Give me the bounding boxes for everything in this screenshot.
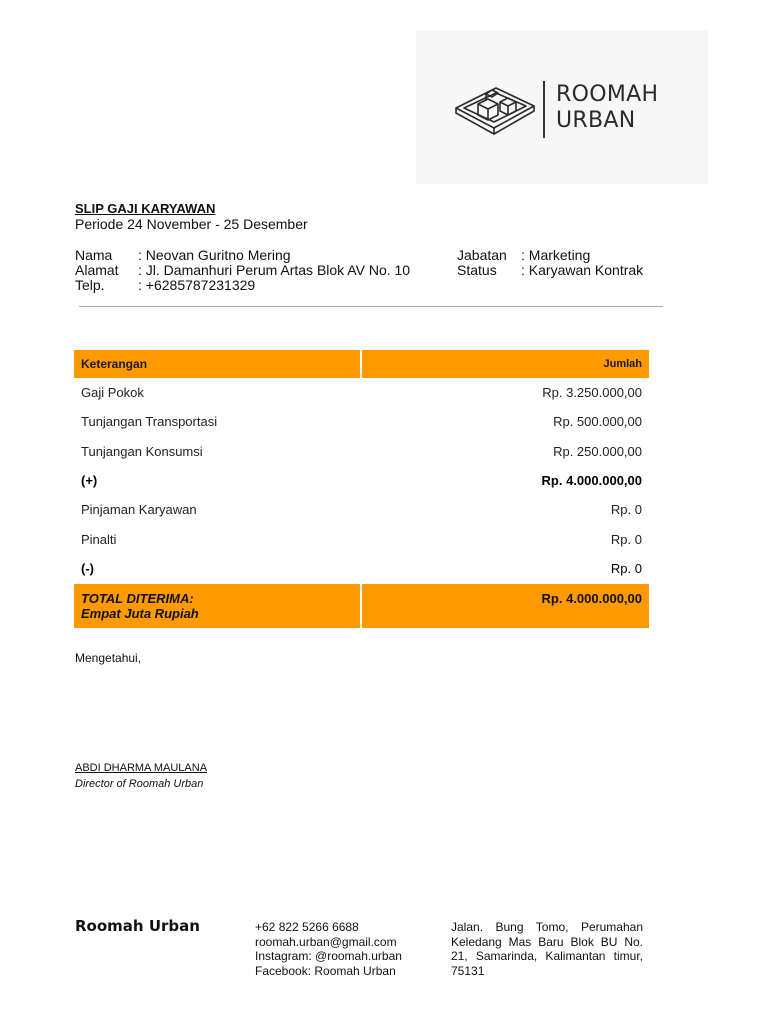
row-amount: Rp. 0 xyxy=(610,502,642,518)
row-amount: Rp. 500.000,00 xyxy=(553,414,642,430)
isometric-house-icon xyxy=(454,82,536,136)
row-label: Tunjangan Transportasi xyxy=(81,414,218,430)
row-amount: Rp. 4.000.000,00 xyxy=(541,473,642,489)
table-row xyxy=(74,437,649,466)
subtotal-plus-row xyxy=(74,466,649,495)
address-value: : Jl. Damanhuri Perum Artas Blok AV No. 10 xyxy=(138,262,411,278)
phone-label: Telp. xyxy=(75,277,105,293)
logo-line-1: ROOMAH xyxy=(556,82,659,107)
footer-brand: Roomah Urban xyxy=(75,917,200,935)
employee-name-row xyxy=(75,248,291,263)
footer-facebook: Facebook: Roomah Urban xyxy=(255,963,396,978)
status-label: Status xyxy=(457,262,497,278)
table-header xyxy=(74,350,649,378)
row-label: (-) xyxy=(81,560,94,576)
logo-line-2: URBAN xyxy=(556,108,636,133)
row-amount: Rp. 0 xyxy=(610,560,642,576)
phone-value: : +6285787231329 xyxy=(138,277,256,293)
total-row xyxy=(74,584,649,628)
employee-address-row xyxy=(75,263,410,278)
row-label: Tunjangan Konsumsi xyxy=(81,443,203,459)
address-label: Alamat xyxy=(75,262,119,278)
position-label: Jabatan xyxy=(457,247,507,263)
signatory-role: Director of Roomah Urban xyxy=(75,778,204,790)
table-row xyxy=(74,407,649,436)
divider-line xyxy=(79,306,663,307)
header-description: Keterangan xyxy=(74,350,360,378)
subtotal-minus-row xyxy=(74,554,649,583)
table-row xyxy=(74,495,649,524)
row-label: (+) xyxy=(81,473,98,489)
row-amount: Rp. 0 xyxy=(610,531,642,547)
row-label: Pinjaman Karyawan xyxy=(81,502,197,518)
name-value: : Neovan Guritno Mering xyxy=(138,247,291,263)
pay-period: Periode 24 November - 25 Desember xyxy=(75,216,308,232)
footer-contact xyxy=(255,920,402,978)
employee-phone-row xyxy=(75,278,255,293)
employee-position-row xyxy=(457,248,590,263)
total-in-words: Empat Juta Rupiah xyxy=(81,606,199,622)
total-label: TOTAL DITERIMA: xyxy=(81,591,194,607)
row-label: Gaji Pokok xyxy=(81,385,144,401)
footer-email: roomah.urban@gmail.com xyxy=(255,934,397,949)
table-row xyxy=(74,524,649,553)
position-value: : Marketing xyxy=(521,247,591,263)
footer-instagram: Instagram: @roomah.urban xyxy=(255,949,402,963)
salary-table xyxy=(74,350,649,628)
total-amount: Rp. 4.000.000,00 xyxy=(362,584,649,628)
acknowledgement-text: Mengetahui, xyxy=(75,651,142,665)
table-row xyxy=(74,378,649,407)
name-label: Nama xyxy=(75,247,113,263)
footer-phone: +62 822 5266 6688 xyxy=(255,920,359,934)
footer-address: Jalan. Bung Tomo, Perumahan Keledang Mas Baru Blok BU No. 21, Samarinda, Kalimantan timur, 75131 xyxy=(451,920,643,978)
total-label-cell xyxy=(74,584,360,628)
document-title: SLIP GAJI KARYAWAN xyxy=(75,201,216,216)
logo-wordmark xyxy=(556,82,658,134)
logo-divider xyxy=(543,81,545,138)
status-value: : Karyawan Kontrak xyxy=(521,262,644,278)
row-label: Pinalti xyxy=(81,531,117,547)
header-amount: Jumlah xyxy=(362,350,649,378)
employee-status-row xyxy=(457,263,643,278)
row-amount: Rp. 3.250.000,00 xyxy=(542,385,642,401)
signatory-name: ABDI DHARMA MAULANA xyxy=(75,762,208,774)
row-amount: Rp. 250.000,00 xyxy=(553,443,642,459)
